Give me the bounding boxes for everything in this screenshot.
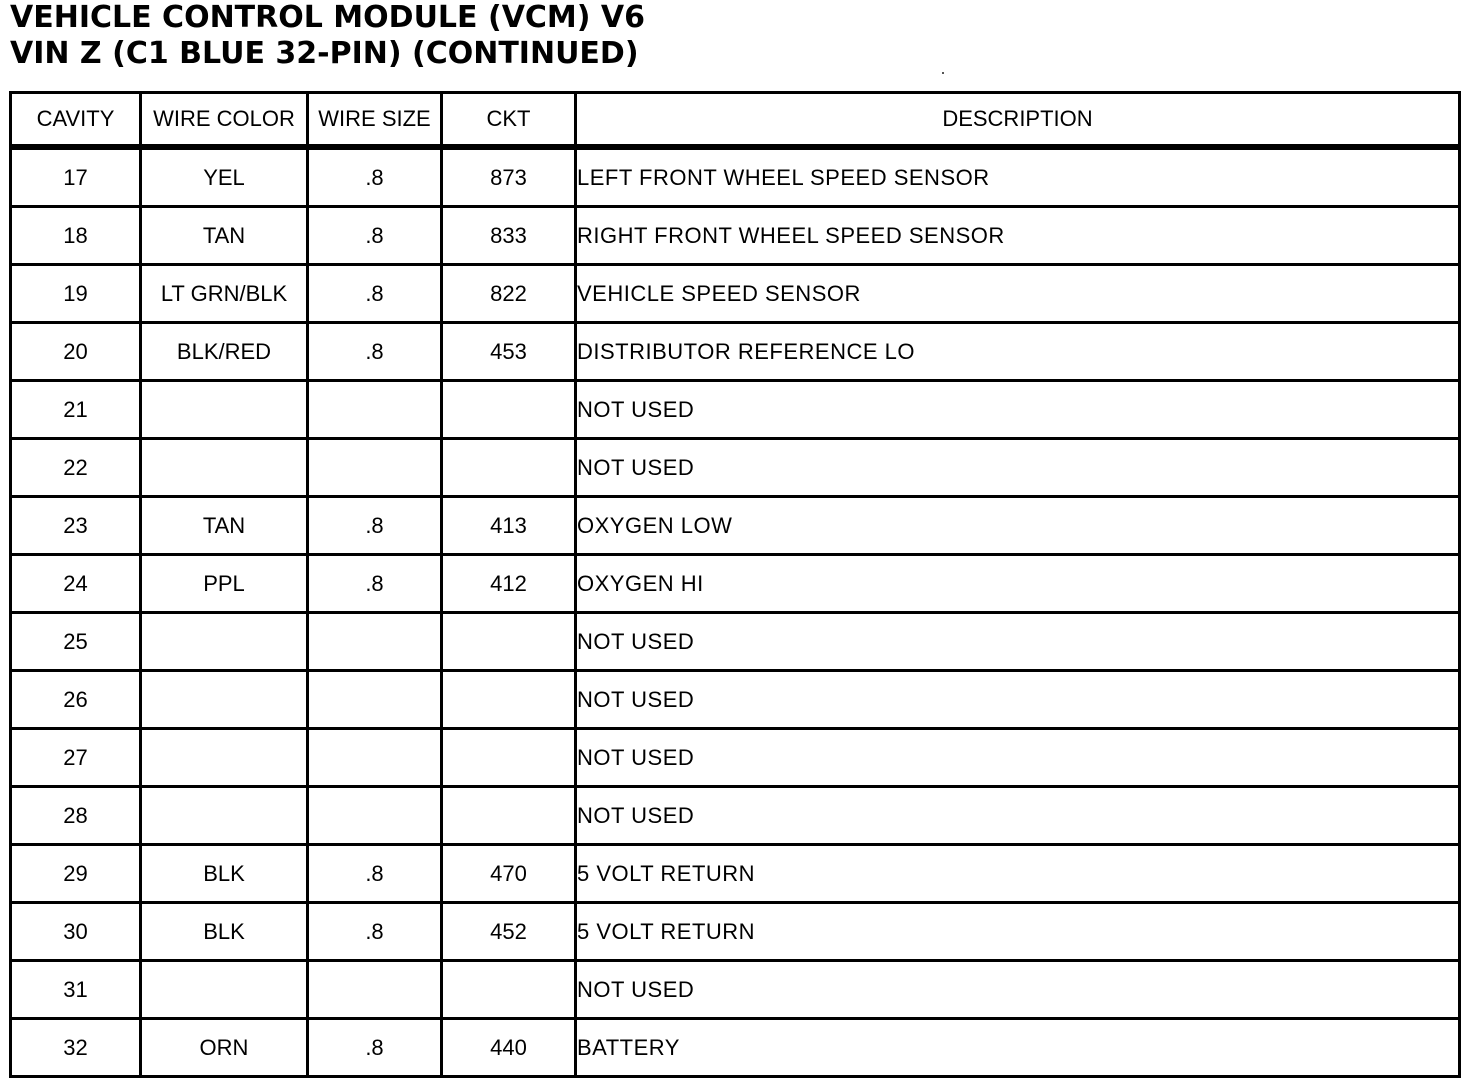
cell-cavity: 26 [11, 671, 141, 729]
cell-description: NOT USED [576, 613, 1460, 671]
cell-description: NOT USED [576, 439, 1460, 497]
cell-ckt: 453 [442, 323, 576, 381]
page-title [10, 0, 645, 72]
cell-wire-size: .8 [308, 845, 442, 903]
cell-cavity: 31 [11, 961, 141, 1019]
cell-wire-size [308, 671, 442, 729]
table-row [11, 1019, 1460, 1077]
cell-cavity: 22 [11, 439, 141, 497]
cell-ckt [442, 961, 576, 1019]
table-header-row [11, 93, 1460, 148]
cell-wire-size [308, 961, 442, 1019]
stray-mark [942, 72, 944, 74]
table-row [11, 671, 1460, 729]
cell-wire-size [308, 613, 442, 671]
cell-cavity: 29 [11, 845, 141, 903]
header-description: DESCRIPTION [576, 93, 1460, 148]
cell-cavity: 20 [11, 323, 141, 381]
cell-wire-size: .8 [308, 903, 442, 961]
cell-wire-color [141, 439, 308, 497]
table-row [11, 961, 1460, 1019]
cell-wire-color: ORN [141, 1019, 308, 1077]
cell-description: NOT USED [576, 381, 1460, 439]
cell-description: BATTERY [577, 1034, 680, 1060]
cell-wire-color [141, 961, 308, 1019]
cell-ckt: 470 [442, 845, 576, 903]
cell-cavity: 27 [11, 729, 141, 787]
cell-wire-color [141, 729, 308, 787]
cell-wire-color [141, 613, 308, 671]
cell-wire-color: BLK [141, 845, 308, 903]
cell-ckt [442, 381, 576, 439]
cell-ckt [442, 613, 576, 671]
table-row [11, 265, 1460, 323]
cell-wire-size [308, 381, 442, 439]
table-row [11, 381, 1460, 439]
cell-wire-color: LT GRN/BLK [141, 265, 308, 323]
cell-wire-size [308, 729, 442, 787]
cell-cavity: 25 [11, 613, 141, 671]
cell-ckt: 412 [442, 555, 576, 613]
cell-description: RIGHT FRONT WHEEL SPEED SENSOR [576, 207, 1460, 265]
cell-wire-size: .8 [308, 147, 442, 207]
cell-cavity: 30 [11, 903, 141, 961]
cell-cavity: 28 [11, 787, 141, 845]
cell-description: OXYGEN HI [576, 555, 1460, 613]
cell-cavity: 19 [11, 265, 141, 323]
cell-wire-color [141, 787, 308, 845]
cell-cavity: 17 [11, 147, 141, 207]
cell-wire-size: .8 [308, 497, 442, 555]
table-row [11, 787, 1460, 845]
cell-description: VEHICLE SPEED SENSOR [576, 265, 1460, 323]
cell-wire-size: .8 [308, 265, 442, 323]
cell-description: LEFT FRONT WHEEL SPEED SENSOR [576, 147, 1460, 207]
cell-wire-size: .8 [308, 323, 442, 381]
cell-wire-size: .8 [308, 555, 442, 613]
table-body [11, 147, 1460, 1077]
table-row [11, 845, 1460, 903]
cell-ckt [442, 439, 576, 497]
cell-ckt: 833 [442, 207, 576, 265]
title-line-1: VEHICLE CONTROL MODULE (VCM) V6 [10, 0, 646, 35]
header-wire-size: WIRE SIZE [308, 93, 442, 148]
cell-cavity: 18 [11, 207, 141, 265]
cell-description: 5 VOLT RETURN [576, 903, 1460, 961]
cell-ckt: 452 [442, 903, 576, 961]
cell-wire-size [308, 439, 442, 497]
header-cavity: CAVITY [11, 93, 141, 148]
cell-cavity: 32 [11, 1019, 141, 1077]
cell-wire-size: .8 [308, 207, 442, 265]
cell-wire-color [141, 671, 308, 729]
cell-ckt [442, 729, 576, 787]
header-wire-color: WIRE COLOR [141, 93, 308, 148]
cell-cavity: 21 [11, 381, 141, 439]
cell-wire-color: YEL [141, 147, 308, 207]
table-row [11, 613, 1460, 671]
cell-cavity: 24 [11, 555, 141, 613]
cell-wire-color: TAN [141, 207, 308, 265]
cell-wire-color: BLK [141, 903, 308, 961]
cell-ckt: 873 [442, 147, 576, 207]
cell-ckt: 822 [442, 265, 576, 323]
header-ckt: CKT [442, 93, 576, 148]
cell-ckt [442, 671, 576, 729]
table-row [11, 147, 1460, 207]
cell-description: 5 VOLT RETURN [576, 845, 1460, 903]
cell-description: NOT USED [576, 787, 1460, 845]
cell-wire-color: TAN [141, 497, 308, 555]
cell-description: DISTRIBUTOR REFERENCE LO [576, 323, 1460, 381]
table-row [11, 729, 1460, 787]
cell-cavity: 23 [11, 497, 141, 555]
table-row [11, 903, 1460, 961]
cell-description: NOT USED [576, 729, 1460, 787]
title-line-2: VIN Z (C1 BLUE 32-PIN) (CONTINUED) [10, 36, 639, 71]
cell-wire-size [308, 787, 442, 845]
cell-ckt: 413 [442, 497, 576, 555]
cell-ckt [442, 787, 576, 845]
table-row [11, 323, 1460, 381]
cell-wire-color [141, 381, 308, 439]
cell-ckt: 440 [442, 1019, 576, 1077]
table-row [11, 207, 1460, 265]
cell-wire-color: PPL [141, 555, 308, 613]
cell-wire-size: .8 [308, 1019, 442, 1077]
table-row [11, 497, 1460, 555]
cell-wire-color: BLK/RED [141, 323, 308, 381]
cell-description: NOT USED [576, 961, 1460, 1019]
table-row [11, 555, 1460, 613]
connector-pinout-table [9, 91, 1461, 1078]
cell-description: NOT USED [576, 671, 1460, 729]
table-row [11, 439, 1460, 497]
cell-description: OXYGEN LOW [576, 497, 1460, 555]
